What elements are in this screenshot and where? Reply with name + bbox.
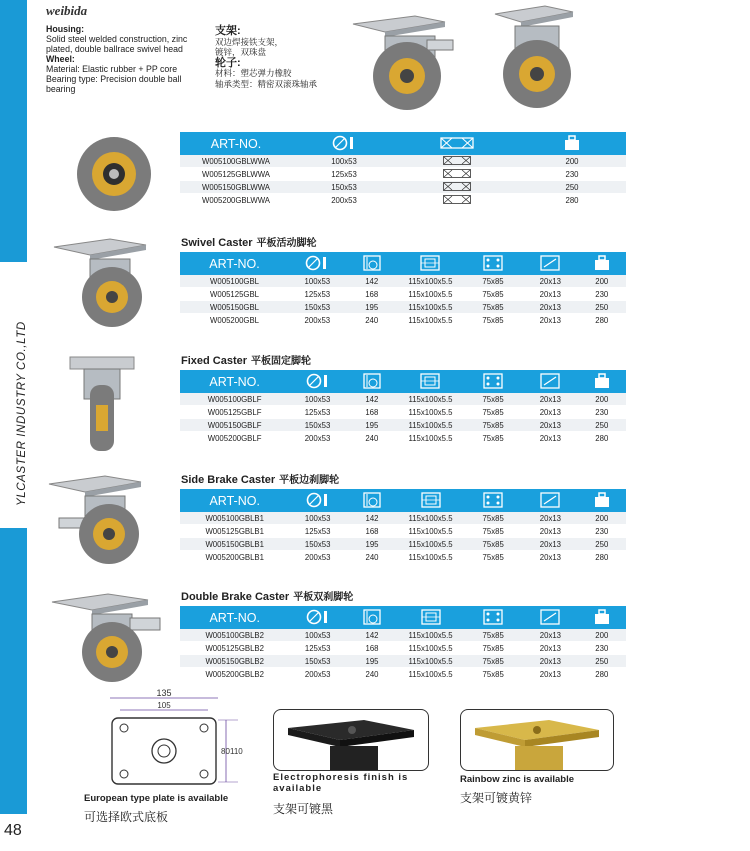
hole-spacing-cell: 75x85 [463,512,523,525]
table-row [180,275,626,288]
height-cell: 195 [346,538,398,551]
european-plate-caption-cn: 可选择欧式底板 [84,810,169,824]
wheel-size-cell: 200x53 [289,551,346,564]
bolt-cell: 20x13 [523,275,577,288]
side-brake-caster-image [45,472,160,567]
load-header [578,252,626,275]
art-no-cell: W005100GBLB1 [180,512,289,525]
table-row [180,419,626,432]
table-row [180,642,626,655]
art-no-cell: W005125GBLWWA [180,168,292,181]
header-bearing [396,132,518,155]
load-cell: 280 [578,551,626,564]
wheel-size-cell: 125x53 [289,525,346,538]
art-no-cell: W005200GBLWWA [180,194,292,207]
section-title-swivel [181,234,317,249]
wheel-size-cell: 125x53 [292,168,396,181]
hole-spacing-cell: 75x85 [463,525,523,538]
bolt-hole-spacing-icon [483,373,503,389]
table-row [180,525,626,538]
bolt-cell: 20x13 [523,419,577,432]
art-no-cell: W005125GBLB2 [180,642,289,655]
hole-spacing-cell: 75x85 [463,406,523,419]
load-cell: 230 [578,406,626,419]
spec-chinese [215,26,345,89]
plate-header [398,606,463,629]
dim-110: 110 [230,747,243,756]
height-cell: 168 [346,288,398,301]
bolt-hole-size-icon [540,492,560,508]
plate-cell: 115x100x5.5 [398,655,463,668]
wheel-material: Material: Elastic rubber + PP core [46,64,178,74]
bolt-cell: 20x13 [523,629,577,642]
hole-spacing-header [463,489,523,512]
wheel-size-cell: 200x53 [289,668,346,681]
wheel-size-cell: 150x53 [292,181,396,194]
top-plate-icon [421,492,441,508]
load-weight-icon [593,492,611,508]
fixed-caster-image [62,355,142,455]
art-no-header: ART-NO. [180,370,289,393]
european-plate-caption: European type plate is available [84,793,229,804]
art-no-cell: W005125GBLF [180,406,289,419]
total-height-icon [363,255,381,271]
table-row [180,668,626,681]
hole-spacing-header [463,370,523,393]
height-header [346,252,398,275]
load-header [578,606,626,629]
height-header [346,370,398,393]
table-row [180,181,626,194]
table-row [180,655,626,668]
plate-cell: 115x100x5.5 [398,406,463,419]
table-header [180,370,626,393]
section-title-double-brake [181,588,353,603]
bearing-cell [396,168,518,181]
title-en: Double Brake Caster [181,591,290,603]
art-no-cell: W005150GBLF [180,419,289,432]
plate-dimension-diagram [80,688,243,800]
table-row [180,538,626,551]
wheel-image [75,135,153,213]
plate-header [398,370,463,393]
art-no-cell: W005100GBL [180,275,289,288]
bolt-header [523,252,577,275]
bearing-icon [443,169,471,178]
art-no-header: ART-NO. [180,606,289,629]
plate-cell: 115x100x5.5 [398,512,463,525]
hole-spacing-header [463,252,523,275]
plate-header [398,252,463,275]
art-no-cell: W005150GBLWWA [180,181,292,194]
table-row [180,406,626,419]
bearing-cell [396,194,518,207]
dim-80: 80 [221,747,230,756]
table-row [180,393,626,406]
load-cell: 200 [578,393,626,406]
load-cell: 250 [578,301,626,314]
hole-spacing-cell: 75x85 [463,275,523,288]
sidebar-band-bottom [0,528,27,814]
header-wheel-size [292,132,396,155]
wheel-size-cell: 150x53 [289,301,346,314]
art-no-header: ART-NO. [180,489,289,512]
load-cell: 280 [578,314,626,327]
total-height-icon [363,609,381,625]
plate-cell: 115x100x5.5 [398,551,463,564]
bearing-icon [443,182,471,191]
height-header [346,606,398,629]
art-no-cell: W005150GBL [180,301,289,314]
load-weight-icon [593,609,611,625]
total-height-icon [363,373,381,389]
hole-spacing-cell: 75x85 [463,642,523,655]
height-cell: 168 [346,642,398,655]
load-cell: 200 [578,512,626,525]
hole-spacing-cell: 75x85 [463,301,523,314]
height-cell: 195 [346,419,398,432]
bolt-cell: 20x13 [523,288,577,301]
bolt-cell: 20x13 [523,538,577,551]
wheel-diameter-icon [306,492,330,508]
brand-logo: weibida [46,3,88,18]
swivel-caster-image [50,235,160,330]
hole-spacing-cell: 75x85 [463,288,523,301]
wheel-bearing: Bearing type: Precision double ball bearing [46,74,182,94]
load-cell: 250 [578,419,626,432]
height-cell: 240 [346,668,398,681]
art-no-header: ART-NO. [180,252,289,275]
spec-table-0 [180,252,626,327]
hole-spacing-cell: 75x85 [463,314,523,327]
wheel-diameter-icon [305,255,329,271]
wheel-diameter-icon [306,373,330,389]
plate-cell: 115x100x5.5 [398,419,463,432]
height-cell: 168 [346,525,398,538]
title-cn: 平板固定脚轮 [251,356,312,367]
hero-swivel-caster [495,6,573,108]
spec-table-1 [180,370,626,445]
wheel-size-cell: 100x53 [289,275,346,288]
housing-line1-cn: 双边焊接铁支架， [215,36,284,47]
load-cell: 200 [578,629,626,642]
height-cell: 142 [346,512,398,525]
sidebar-band-top [0,0,27,262]
housing-line2-cn: 镀锌，双珠盘 [215,47,267,57]
table-row [180,168,626,181]
plate-cell: 115x100x5.5 [398,629,463,642]
hole-spacing-cell: 75x85 [463,668,523,681]
bolt-hole-spacing-icon [483,255,503,271]
top-plate-icon [420,373,440,389]
bolt-cell: 20x13 [523,393,577,406]
art-no-cell: W005100GBLWWA [180,155,292,168]
wheel-size-cell: 125x53 [289,406,346,419]
wheel-size-cell: 125x53 [289,288,346,301]
section-title-side-brake [181,471,339,486]
wheel-size-cell: 200x53 [289,314,346,327]
bolt-cell: 20x13 [523,525,577,538]
plate-cell: 115x100x5.5 [398,275,463,288]
load-cell: 280 [578,432,626,445]
bearing-icon [443,156,471,165]
title-en: Fixed Caster [181,355,248,367]
yellow-plate-image [461,710,613,770]
wheel-size-header [289,370,346,393]
bearing-cell [396,181,518,194]
art-no-cell: W005200GBLB1 [180,551,289,564]
plate-cell: 115x100x5.5 [398,668,463,681]
bolt-hole-spacing-icon [483,609,503,625]
wheel-size-cell: 150x53 [289,419,346,432]
bolt-hole-size-icon [540,609,560,625]
hole-spacing-cell: 75x85 [463,629,523,642]
load-weight-icon [593,373,611,389]
plate-cell: 115x100x5.5 [398,642,463,655]
wheel-size-cell: 150x53 [289,655,346,668]
load-header [578,489,626,512]
plate-cell: 115x100x5.5 [398,432,463,445]
wheel-line1-cn: 材料：塑芯弹力橡胶 [215,68,292,78]
bearing-icon [443,195,471,204]
load-cell: 230 [518,168,626,181]
top-plate-icon [421,609,441,625]
load-weight-icon [593,255,611,271]
black-plate-image [274,710,428,770]
load-cell: 250 [578,538,626,551]
hero-casters-image [345,0,585,118]
bearing-icon [440,137,474,149]
section-title-fixed [181,352,311,367]
table-row [180,314,626,327]
height-cell: 195 [346,301,398,314]
rainbow-zinc-caption: Rainbow zinc is available [460,774,575,785]
height-header [346,489,398,512]
art-no-cell: W005200GBLF [180,432,289,445]
bolt-cell: 20x13 [523,301,577,314]
plate-cell: 115x100x5.5 [398,525,463,538]
wheel-label-cn: 轮子: [215,56,241,69]
wheel-size-header [289,252,346,275]
table-row [180,551,626,564]
art-no-cell: W005150GBLB1 [180,538,289,551]
wheel-line2-cn: 轴承类型：精密双滚珠轴承 [215,78,318,89]
bolt-hole-size-icon [540,255,560,271]
table-row [180,301,626,314]
title-cn: 平板活动脚轮 [256,238,317,249]
wheel-size-cell: 100x53 [289,629,346,642]
table-row [180,629,626,642]
wheel-size-header [289,489,346,512]
load-cell: 230 [578,288,626,301]
bolt-cell: 20x13 [523,642,577,655]
bolt-header [523,606,577,629]
plate-cell: 115x100x5.5 [398,301,463,314]
load-header [578,370,626,393]
wheel-size-cell: 100x53 [292,155,396,168]
dim-135: 135 [156,688,172,698]
bolt-header [523,489,577,512]
load-cell: 230 [578,642,626,655]
art-no-header: ART-NO. [180,132,292,155]
spec-table-3 [180,606,626,681]
load-cell: 200 [518,155,626,168]
bearing-cell [396,155,518,168]
art-no-cell: W005125GBL [180,288,289,301]
housing-text: Solid steel welded construction, zinc plated, double ballrace swivel head [46,34,188,54]
table-header [180,606,626,629]
dim-105: 105 [157,701,171,710]
wheel-size-cell: 125x53 [289,642,346,655]
wheel-diameter-icon [332,135,356,151]
company-name: YLCASTER INDUSTRY CO.,LTD [16,321,28,506]
plate-cell: 115x100x5.5 [398,393,463,406]
height-cell: 142 [346,275,398,288]
plate-header [398,489,463,512]
wheel-size-cell: 200x53 [289,432,346,445]
hole-spacing-header [463,606,523,629]
bolt-cell: 20x13 [523,406,577,419]
bolt-cell: 20x13 [523,551,577,564]
height-cell: 142 [346,393,398,406]
height-cell: 168 [346,406,398,419]
title-cn: 平板边刹脚轮 [279,475,340,486]
wheel-size-cell: 100x53 [289,512,346,525]
table-row [180,288,626,301]
total-height-icon [363,492,381,508]
table-header [180,489,626,512]
load-weight-icon [563,135,581,151]
table-header [180,132,626,155]
art-no-cell: W005100GBLB2 [180,629,289,642]
height-cell: 195 [346,655,398,668]
wheel-diameter-icon [306,609,330,625]
height-cell: 142 [346,629,398,642]
hole-spacing-cell: 75x85 [463,419,523,432]
housing-label: Housing: [46,24,85,34]
load-cell: 250 [578,655,626,668]
hole-spacing-cell: 75x85 [463,655,523,668]
plate-cell: 115x100x5.5 [398,314,463,327]
art-no-cell: W005200GBL [180,314,289,327]
bolt-cell: 20x13 [523,668,577,681]
title-en: Side Brake Caster [181,474,276,486]
title-cn: 平板双刹脚轮 [293,592,354,603]
bolt-hole-spacing-icon [483,492,503,508]
table-header [180,252,626,275]
table-row [180,194,626,207]
bolt-cell: 20x13 [523,512,577,525]
hero-brake-caster [353,16,453,110]
hole-spacing-cell: 75x85 [463,551,523,564]
header-load [518,132,626,155]
wheel-size-cell: 150x53 [289,538,346,551]
load-cell: 230 [578,525,626,538]
housing-label-cn: 支架: [215,25,241,37]
top-plate-icon [420,255,440,271]
wheel-size-cell: 100x53 [289,393,346,406]
spec-english [46,24,211,94]
title-en: Swivel Caster [181,237,253,249]
page-number: 48 [4,822,22,839]
table-row [180,512,626,525]
hole-spacing-cell: 75x85 [463,432,523,445]
plate-cell: 115x100x5.5 [398,538,463,551]
electrophoresis-photo [273,709,429,771]
height-cell: 240 [346,551,398,564]
rainbow-zinc-photo [460,709,614,771]
wheel-size-cell: 200x53 [292,194,396,207]
wheel-size-header [289,606,346,629]
double-brake-caster-image [48,590,168,685]
electrophoresis-caption: Electrophoresis finish is available [273,772,409,794]
plate-cell: 115x100x5.5 [398,288,463,301]
bolt-hole-size-icon [540,373,560,389]
spec-table-2 [180,489,626,564]
wheel-table [180,132,626,207]
art-no-cell: W005125GBLB1 [180,525,289,538]
load-cell: 200 [578,275,626,288]
wheel-label: Wheel: [46,54,75,64]
bolt-cell: 20x13 [523,655,577,668]
hole-spacing-cell: 75x85 [463,393,523,406]
bolt-header [523,370,577,393]
load-cell: 280 [578,668,626,681]
load-cell: 280 [518,194,626,207]
bolt-cell: 20x13 [523,314,577,327]
height-cell: 240 [346,432,398,445]
table-row [180,155,626,168]
rainbow-zinc-caption-cn: 支架可镀黄锌 [460,791,533,805]
art-no-cell: W005200GBLB2 [180,668,289,681]
art-no-cell: W005100GBLF [180,393,289,406]
load-cell: 250 [518,181,626,194]
table-row [180,432,626,445]
art-no-cell: W005150GBLB2 [180,655,289,668]
bolt-cell: 20x13 [523,432,577,445]
hole-spacing-cell: 75x85 [463,538,523,551]
electrophoresis-caption-cn: 支架可镀黑 [273,802,334,816]
height-cell: 240 [346,314,398,327]
